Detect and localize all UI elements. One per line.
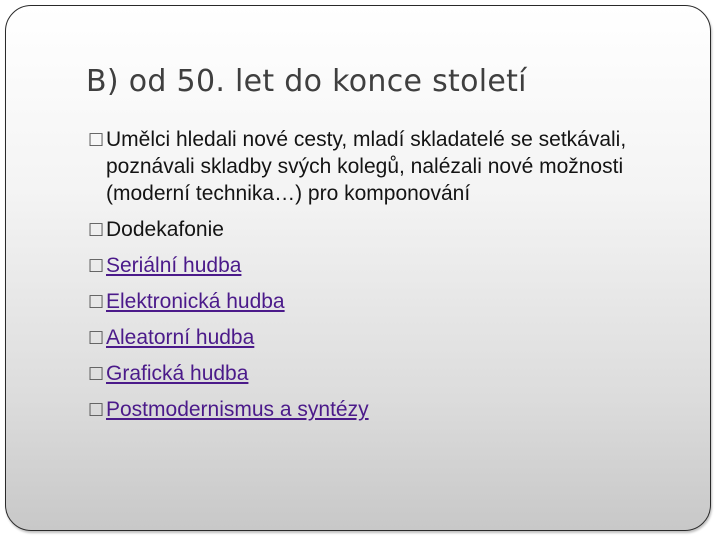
bullet-marker-icon: □ [88, 291, 105, 311]
bullet-text: Dodekafonie [106, 218, 224, 241]
bullet-marker-icon: □ [88, 327, 105, 347]
bullet-item-postmodernismus [88, 396, 688, 423]
bullet-item-elektronicka-hudba [88, 288, 688, 315]
link-serialni-hudba[interactable]: Seriální hudba [106, 254, 242, 277]
slide-frame [5, 5, 711, 531]
bullet-list [88, 126, 688, 432]
bullet-item-serialni-hudba [88, 252, 688, 279]
bullet-item-graficka-hudba [88, 360, 688, 387]
link-aleatorni-hudba[interactable]: Aleatorní hudba [106, 326, 255, 349]
link-elektronicka-hudba[interactable]: Elektronická hudba [106, 290, 285, 313]
bullet-text: Umělci hledali nové cesty, mladí skladatelé se setkávali, poznávali skladby svých kolegů, nalézali nové možnosti (moderní technika…) pro komponování [106, 128, 627, 205]
bullet-marker-icon: □ [88, 219, 105, 239]
slide-title: B) od 50. let do konce století [86, 64, 527, 99]
link-graficka-hudba[interactable]: Grafická hudba [106, 362, 249, 385]
bullet-marker-icon: □ [88, 363, 105, 383]
bullet-marker-icon: □ [88, 399, 105, 419]
bullet-item-dodekafonie [88, 216, 688, 243]
bullet-marker-icon: □ [88, 255, 105, 275]
bullet-item-aleatorni-hudba [88, 324, 688, 351]
link-postmodernismus-a-syntezy[interactable]: Postmodernismus a syntézy [106, 398, 369, 421]
bullet-marker-icon: □ [88, 129, 105, 149]
bullet-item-intro [88, 126, 688, 207]
